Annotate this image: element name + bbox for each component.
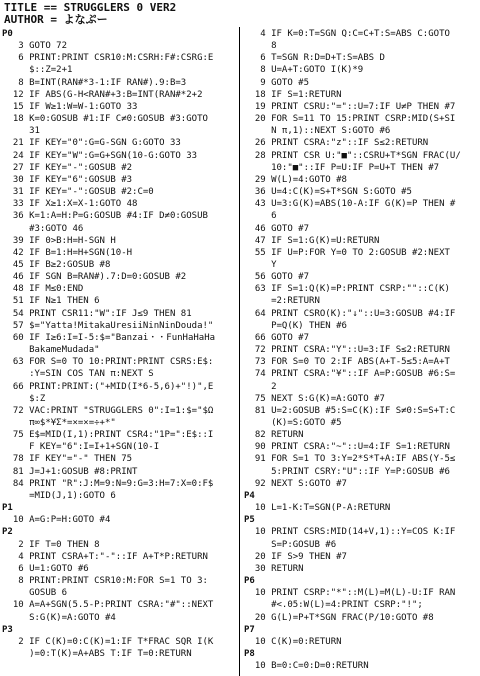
code-line: 39 IF 0>B:H=H-SGN H: [2, 235, 116, 246]
code-line: 66 PRINT:PRINT:("+MID(I*6-5,6)+"!)",E: [2, 381, 214, 392]
program-area-label: P1: [2, 503, 13, 514]
code-line: 30 RETURN: [244, 563, 304, 574]
code-line: 5:PRINT CSRY:"U"::IF Y=P:GOSUB #6: [244, 466, 450, 477]
code-line: 20 FOR S=11 TO 15:PRINT CSRP:MID(S+SI: [244, 114, 456, 125]
code-line: :Y=SIN COS TAN π:NEXT S: [2, 369, 154, 380]
code-line: 82 RETURN: [244, 430, 304, 441]
code-line: 2 IF C(K)=0:C(K)=1:IF T*FRAC SQR I(K: [2, 636, 214, 647]
code-line: 33 IF X≥1:X=X-1:GOTO 48: [2, 199, 138, 210]
code-line: 6 PRINT:PRINT CSR10:M:CSRH:F#:CSRG:E: [2, 53, 214, 64]
code-line: 26 PRINT CSRA:"z"::IF S≤2:RETURN: [244, 138, 429, 149]
code-line: 29 W(L)=4:GOTO #8: [244, 174, 347, 185]
code-line: (K)=S:GOTO #5: [244, 418, 342, 428]
code-line: 47 IF S=1:G(K)=U:RETURN: [244, 235, 380, 246]
program-area-label: P5: [244, 515, 255, 526]
code-line: S:G(K)=A:GOTO #4: [2, 612, 116, 623]
code-line: 60 IF I≥6:I=I-5:$="Banzai・・FunHaHaHa: [2, 332, 216, 343]
code-line: 10:"■"::IF P=U:IF P=U+T THEN #7: [244, 162, 440, 173]
code-line: 24 IF KEY="W":G=G+SGN(10-G:GOTO 33: [2, 150, 198, 161]
code-line: 28 PRINT CSR U:"■"::CSRU+T*SGN FRAC(U/: [244, 150, 461, 161]
code-line: #3:GOTO 46: [2, 223, 84, 234]
code-line: 81 J=J+1:GOSUB #8:PRINT: [2, 466, 138, 477]
program-area-label: P7: [244, 624, 255, 635]
code-line: 54 PRINT CSR11:"W":IF J≤9 THEN 81: [2, 308, 192, 319]
code-line: 75 E$=MID(I,1):PRINT CSR4:"1P=":E$::I: [2, 430, 214, 441]
code-line: 10 PRINT CSRP:"*"::M(L)=M(L)-U:IF RAN: [244, 588, 456, 599]
code-line: 57 $="Yatta!MitakaUresiiNinNinDouda!": [2, 320, 214, 331]
code-line: π∞$*¥Σ*=×=×=÷+*": [2, 418, 116, 428]
code-line: Y: [244, 259, 277, 270]
code-line: P=Q(K) THEN #6: [244, 320, 347, 331]
code-line: 18 K=0:GOSUB #1:IF C≠0:GOSUB #3:GOTO: [2, 114, 208, 125]
listing-header: [4, 2, 176, 26]
code-line: 63 IF S=1:Q(K)=P:PRINT CSRP:""::C(K): [244, 284, 450, 295]
code-line: 27 IF KEY="-":GOSUB #2: [2, 162, 133, 173]
right-code-column: [244, 28, 478, 672]
program-area-label: P0: [2, 29, 13, 39]
code-line: 20 IF S>9 THEN #7: [244, 551, 347, 562]
code-line: 15 IF W≥1:W=W-1:GOTO 33: [2, 101, 138, 112]
code-line: 66 GOTO #7: [244, 332, 310, 343]
code-line: 81 U=2:GOSUB #5:S=C(K):IF S≠0:S=S+T:C: [244, 405, 456, 416]
code-line: 6 T=SGN R:D=D+T:S=ABS D: [244, 53, 385, 64]
code-line: 36 K=1:A=H:P=G:GOSUB #4:IF D≠0:GOSUB: [2, 211, 208, 222]
code-line: 10 PRINT CSRS:MID(14+V,1)::Y=COS K:IF: [244, 527, 456, 538]
code-line: 3 GOTO 72: [2, 41, 68, 52]
code-line: 10 L=1-K:T=SGN(P-A:RETURN: [244, 503, 391, 514]
code-line: 10 C(K)=0:RETURN: [244, 636, 342, 647]
code-line: 12 IF ABS(G-H<RAN#+3:B=INT(RAN#*2+2: [2, 89, 203, 100]
code-line: 10 A=A+SGN(5.5-P:PRINT CSRA:"#"::NEXT: [2, 600, 214, 611]
code-line: 4 IF K=0:T=SGN Q:C=C+T:S=ABS C:GOTO: [244, 29, 450, 39]
left-code-column: [2, 28, 238, 660]
code-line: 75 NEXT S:G(K)=A:GOTO #7: [244, 393, 385, 404]
code-line: S=P:GOSUB #6: [244, 539, 337, 550]
code-line: N π,1)::NEXT S:GOTO #6: [244, 126, 391, 137]
code-line: 31: [2, 126, 40, 137]
code-line: 19 PRINT CSRU:"="::U=7:IF U≠P THEN #7: [244, 101, 456, 112]
code-line: 36 U=4:C(K)=S+T*SGN S:GOTO #5: [244, 187, 412, 198]
code-line: 30 IF KEY="6":GOSUB #3: [2, 174, 133, 185]
code-line: 55 IF U=P:FOR Y=0 TO 2:GOSUB #2:NEXT: [244, 247, 450, 258]
code-line: 20 G(L)=P+T*SGN FRAC(P/10:GOTO #8: [244, 612, 434, 623]
code-line: GOSUB 6: [2, 588, 68, 599]
code-line: 4 PRINT CSRA+T:"-"::IF A+T*P:RETURN: [2, 551, 208, 562]
code-line: 8 U=A+T:GOTO I(K)*9: [244, 65, 364, 76]
code-line: 46 IF SGN B=RAN#).7:D=0:GOSUB #2: [2, 272, 187, 283]
program-title: TITLE == STRUGGLERS 0 VER2: [4, 1, 177, 14]
code-line: 51 IF N≥1 THEN 6: [2, 296, 100, 307]
code-line: 78 IF KEY"="-" THEN 75: [2, 454, 133, 465]
code-line: 42 IF B=1:H=H+SGN(10-H: [2, 247, 133, 258]
code-line: 2 IF T=0 THEN 8: [2, 539, 100, 550]
column-divider: [239, 27, 240, 676]
code-line: 10 A=G:P=H:GOTO #4: [2, 515, 111, 526]
code-line: )=0:T(K)=A+ABS T:IF T=0:RETURN: [2, 648, 192, 659]
code-line: 56 GOTO #7: [244, 272, 310, 283]
program-area-label: P8: [244, 648, 255, 659]
code-line: 43 U=3:G(K)=ABS(10-A:IF G(K)=P THEN #: [244, 199, 456, 210]
code-line: =MID(J,1):GOTO 6: [2, 490, 116, 501]
code-line: 8 B=INT(RAN#*3-1:IF RAN#).9:B=3: [2, 77, 187, 88]
code-line: 18 IF S=1:RETURN: [244, 89, 342, 100]
code-line: 2: [244, 381, 277, 392]
code-line: 46 GOTO #7: [244, 223, 310, 234]
code-line: 72 VAC:PRINT "STRUGGLERS 0":I=1:$="$Ω: [2, 405, 214, 416]
code-line: BakameMudada": [2, 345, 100, 356]
code-line: $:Z: [2, 393, 46, 404]
code-line: 92 NEXT S:GOTO #7: [244, 478, 347, 489]
code-line: $::Z=2+1: [2, 65, 73, 76]
code-line: 74 PRINT CSRA:"¥"::IF A=P:GOSUB #6:S=: [244, 369, 456, 380]
code-line: 8 PRINT:PRINT CSR10:M:FOR S=1 TO 3:: [2, 576, 208, 587]
code-line: 73 FOR S=0 TO 2:IF ABS(A+T-5≤5:A=A+T: [244, 357, 450, 368]
program-area-label: P3: [2, 624, 13, 635]
code-line: =2:RETURN: [244, 296, 320, 307]
code-line: 10 B=0:C=0:D=0:RETURN: [244, 661, 369, 672]
code-line: 63 FOR S=0 TO 10:PRINT:PRINT CSRS:E$:: [2, 357, 214, 368]
code-line: #<.05:W(L)=4:PRINT CSRP:"!";: [244, 600, 423, 611]
program-area-label: P4: [244, 490, 255, 501]
code-line: F KEY="6":I=I+1+SGN(10-I: [2, 442, 160, 453]
code-line: 84 PRINT "R":J:M=9:N=9:G=3:H=7:X=0:F$: [2, 478, 214, 489]
code-line: 90 PRINT CSRA:"~"::U=4:IF S=1:RETURN: [244, 442, 450, 453]
program-area-label: P6: [244, 576, 255, 587]
code-line: 91 FOR S=1 TO 3:Y=2*S*T+A:IF ABS(Y-5≤: [244, 454, 456, 465]
code-line: 31 IF KEY="-":GOSUB #2:C=0: [2, 187, 154, 198]
program-area-label: P2: [2, 527, 13, 538]
code-line: 21 IF KEY="0":G=G-SGN G:GOTO 33: [2, 138, 181, 149]
code-line: 45 IF B≥2:GOSUB #8: [2, 259, 111, 270]
program-author: AUTHOR = よなぷー: [4, 13, 108, 26]
code-line: 72 PRINT CSRA:"Y"::U=3:IF S≤2:RETURN: [244, 345, 450, 356]
code-line: 6: [244, 211, 277, 222]
code-line: 9 GOTO #5: [244, 77, 310, 88]
code-line: 8: [244, 41, 277, 52]
code-line: 64 PRINT CSRO(K):"↓"::U=3:GOSUB #4:IF: [244, 308, 456, 319]
code-line: 48 IF M≤0:END: [2, 284, 84, 295]
code-line: 6 U=1:GOTO #6: [2, 563, 89, 574]
